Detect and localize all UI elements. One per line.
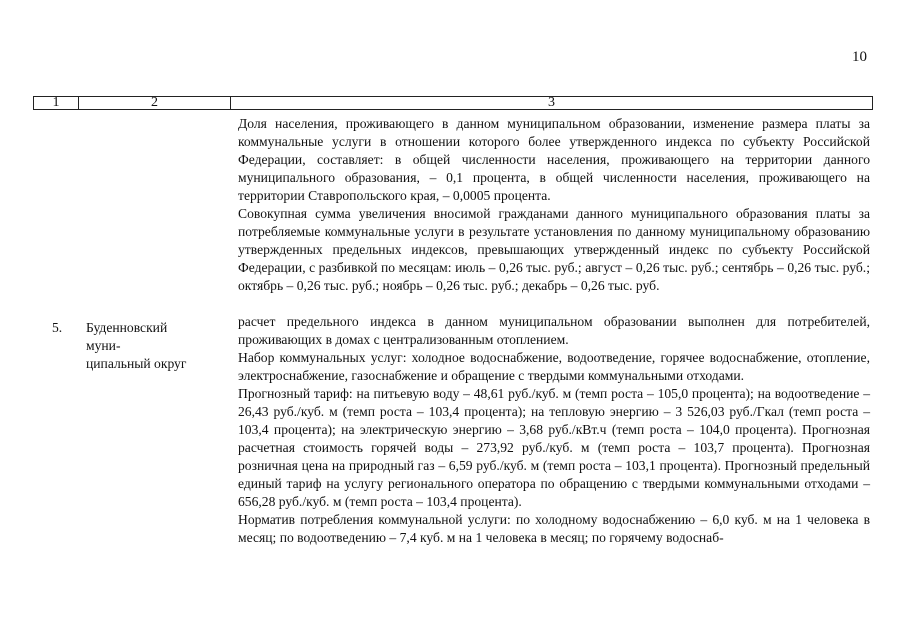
header-col-2: 2 bbox=[79, 97, 231, 109]
paragraph-consumption-norms: Норматив потребления коммунальной услуги: по холодному водоснабжению – 6,0 куб. м на 1 человека в месяц; по водоотведению – 7,4 куб. м на 1 человека в месяц; по горячему водоснаб- bbox=[238, 512, 870, 545]
municipality-name-line-2: ципальный округ bbox=[86, 356, 187, 371]
paragraph-total-increase: Совокупная сумма увеличения вносимой гражданами данного муниципального образования платы за потребляемые коммунальные услуги в результате установления по данному муниципальному образованию утвержденных предельных индексов, превышающих утвержденный индекс по субъекту Российской Федерации, с разбивкой по месяцам: июль – 0,26 тыс. руб.; август – 0,26 тыс. руб.; сентябрь – 0,26 тыс. руб.; октябрь – 0,26 тыс. руб.; ноябрь – 0,26 тыс. руб.; декабрь – 0,26 тыс. руб. bbox=[238, 206, 870, 293]
page-number: 10 bbox=[852, 49, 867, 65]
paragraph-index-calculation: расчет предельного индекса в данном муниципальном образовании выполнен для потребителей, проживающих в домах с централизованным отоплением. bbox=[238, 314, 870, 347]
municipality-name-line-1: Буденновский муни- bbox=[86, 320, 168, 353]
municipality-name bbox=[86, 319, 230, 373]
content-column bbox=[238, 115, 870, 547]
header-col-1: 1 bbox=[34, 97, 79, 109]
spacer bbox=[238, 295, 870, 313]
table-header-row bbox=[33, 96, 873, 110]
row-number: 5. bbox=[52, 320, 63, 335]
paragraph-forecast-tariffs: Прогнозный тариф: на питьевую воду – 48,61 руб./куб. м (темп роста – 105,0 процента); на водоотведение – 26,43 руб./куб. м (темп роста – 103,4 процента); на тепловую энергию – 3 526,03 руб./Гкал (темп роста – 103,4 процента); на электрическую энергию – 3,68 руб./кВт.ч (темп роста – 104,0 процента). Прогнозная расчетная стоимость горячей воды – 273,92 руб./куб. м (темп роста – 103,7 процента). Прогнозная розничная цена на природный газ – 6,59 руб./куб. м (темп роста – 103,1 процента). Прогнозный предельный единый тариф на услугу регионального оператора по обращению с твердыми коммунальными отходами – 656,28 руб./куб. м (темп роста – 103,4 процента). bbox=[238, 386, 870, 509]
paragraph-utility-set: Набор коммунальных услуг: холодное водоснабжение, водоотведение, горячее водоснабжение, отопление, электроснабжение, газоснабжение и обращение с твердыми коммунальными отходами. bbox=[238, 350, 870, 383]
paragraph-population-share: Доля населения, проживающего в данном муниципальном образовании, изменение размера платы за коммунальные услуги в отношении которого более утвержденного индекса по субъекту Российской Федерации, составляет: в общей численности населения, проживающего на территории данного муниципального образования, – 0,1 процента, в общей численности населения, проживающего на территории Ставропольского края, – 0,0005 процента. bbox=[238, 116, 870, 203]
header-col-3: 3 bbox=[548, 95, 555, 110]
